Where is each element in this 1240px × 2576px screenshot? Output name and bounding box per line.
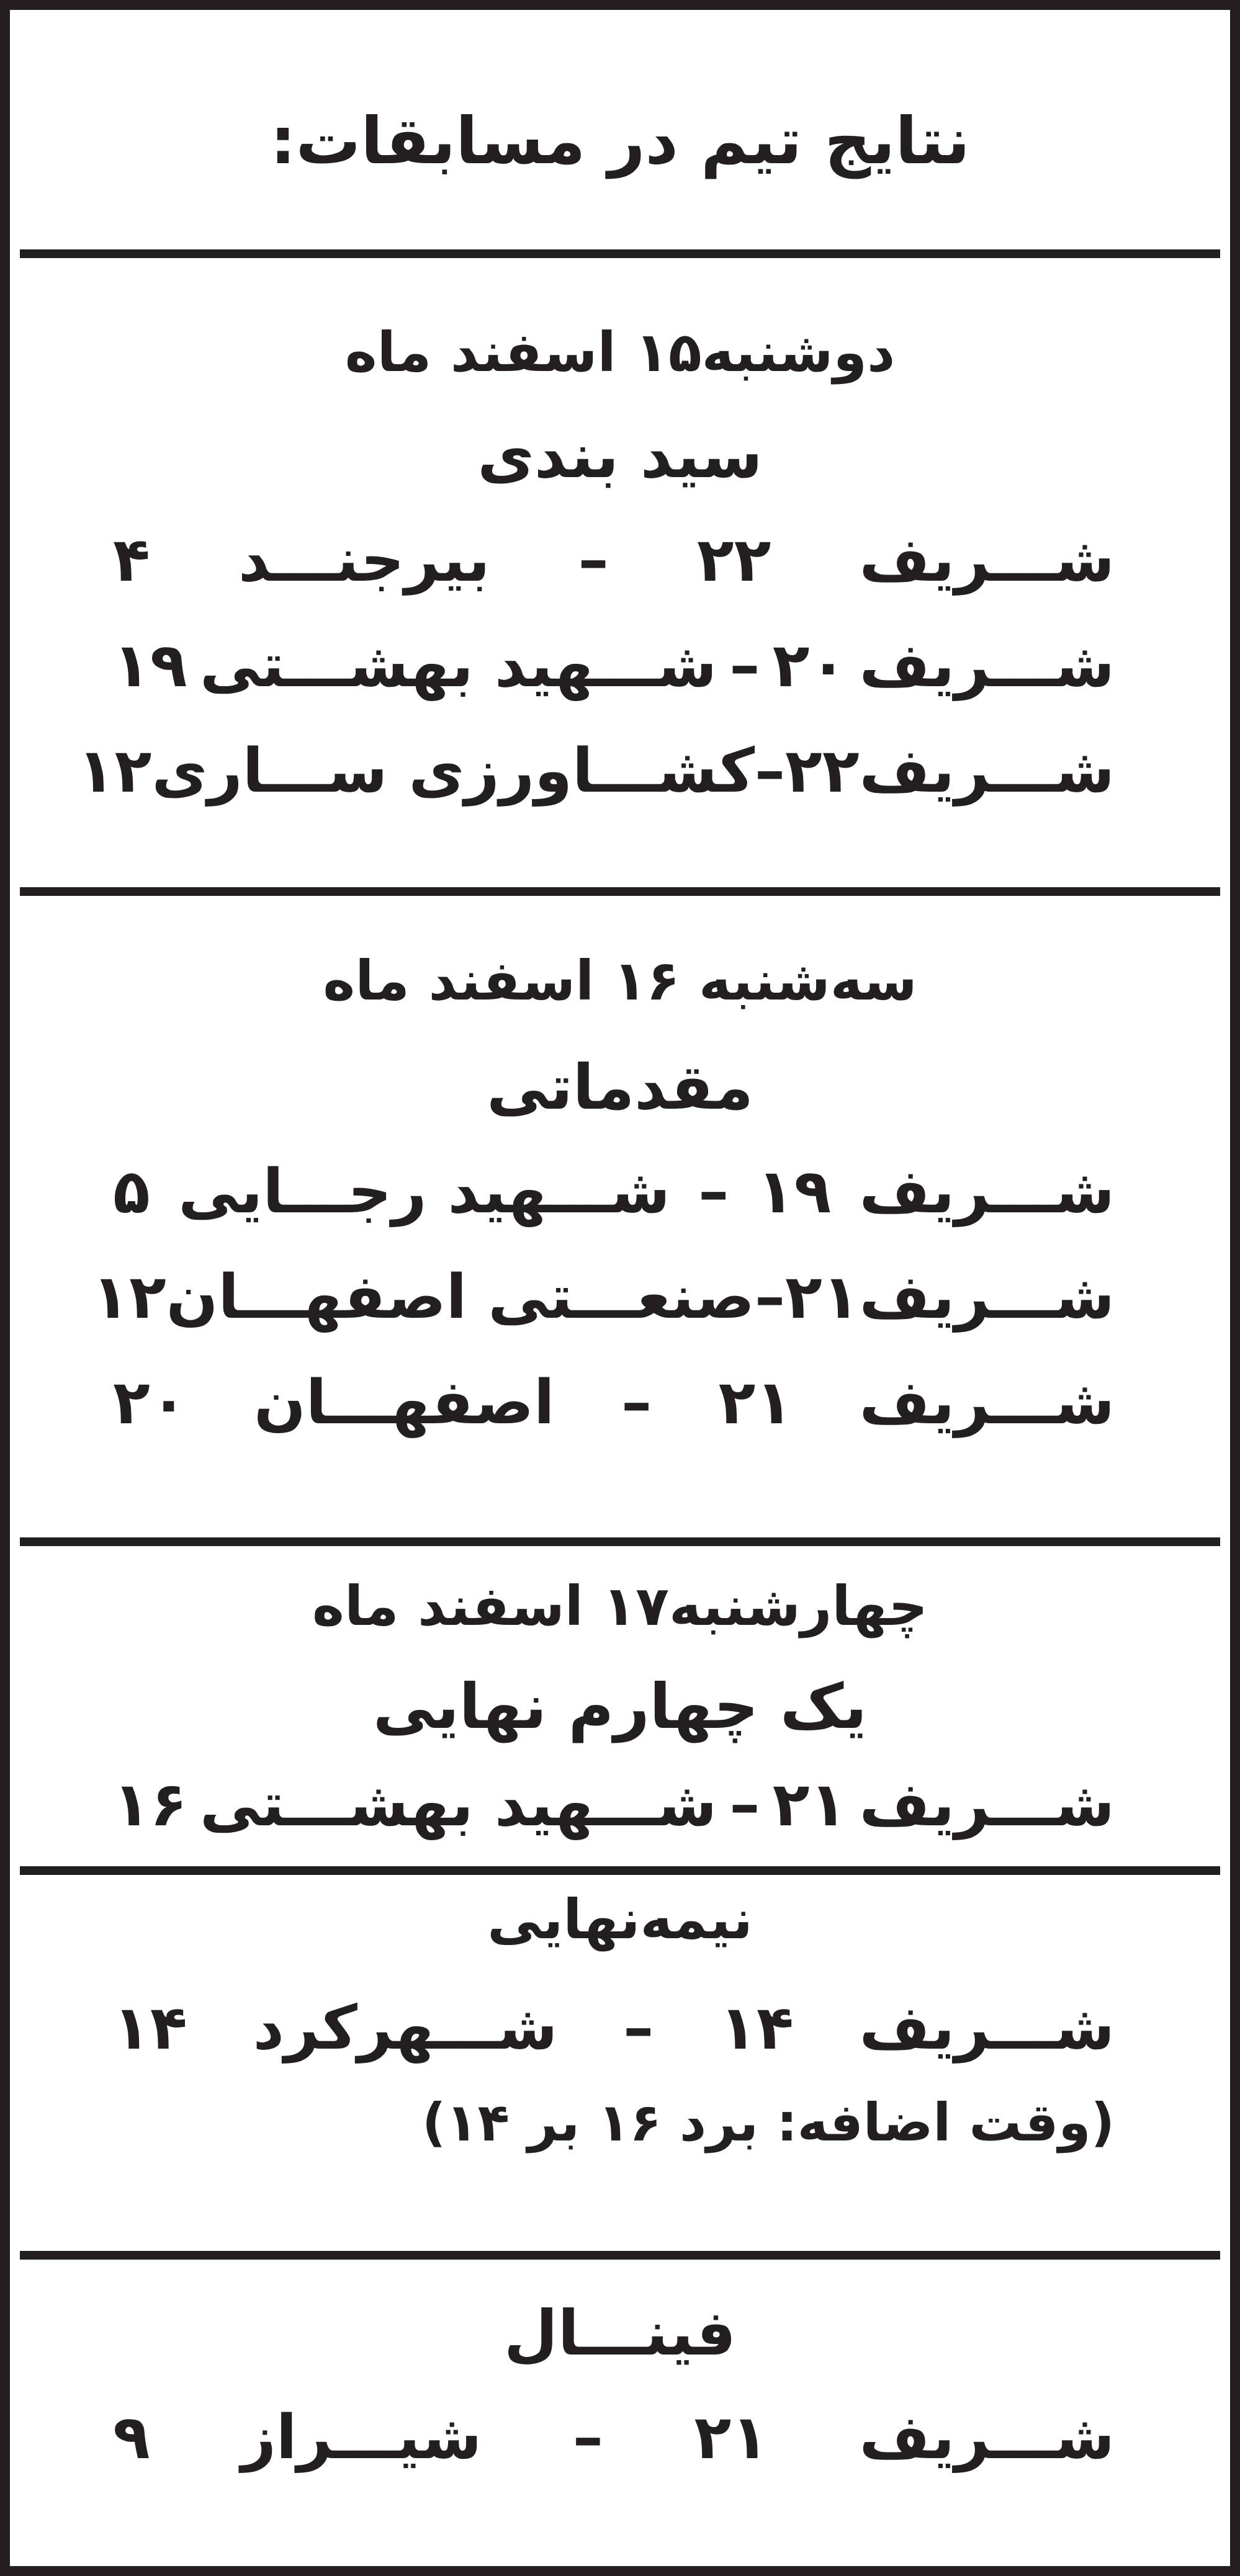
- match-row: [113, 1993, 1115, 2064]
- opponent-name: صنعـــتی اصفهـــان: [166, 1262, 755, 1333]
- opponent-score: ۱۲: [77, 736, 152, 807]
- opponent-score: ۵: [113, 1156, 150, 1227]
- team-score: ۲۱: [785, 1262, 860, 1333]
- day-section-1: [20, 258, 1220, 896]
- round-heading: مقدماتی: [487, 1051, 753, 1124]
- opponent-name: شـــهید بهشـــتی: [199, 630, 717, 701]
- team-name: شـــریف: [859, 1367, 1115, 1438]
- team-score: ۲۱: [694, 2402, 769, 2473]
- opponent-score: ۲۰: [113, 1367, 187, 1438]
- round-heading: فینـــال: [504, 2297, 736, 2369]
- team-name: شـــریف: [859, 1262, 1115, 1333]
- team-score: ۱۹: [757, 1156, 832, 1227]
- team-name: شـــریف: [859, 525, 1115, 596]
- opponent-name: کشـــاورزی ســـاری: [151, 736, 755, 807]
- date-heading: چهارشنبه۱۷ اسفند ماه: [312, 1574, 928, 1638]
- opponent-score: ۹: [113, 2402, 150, 2473]
- team-score: ۲۱: [772, 1769, 847, 1840]
- score-separator: –: [755, 736, 786, 807]
- score-separator: –: [755, 1262, 786, 1333]
- score-separator: –: [698, 1156, 729, 1227]
- score-separator: –: [729, 630, 760, 701]
- team-score: ۱۴: [719, 1993, 794, 2064]
- opponent-score: ۱۶: [113, 1769, 187, 1840]
- team-name: شـــریف: [859, 736, 1115, 807]
- opponent-score: ۱۲: [92, 1262, 166, 1333]
- date-heading: دوشنبه۱۵ اسفند ماه: [344, 320, 896, 384]
- opponent-name: شـــهید رجـــایی: [178, 1156, 670, 1227]
- round-heading: سید بندی: [477, 419, 763, 492]
- opponent-name: شـــهید بهشـــتی: [199, 1769, 717, 1840]
- score-separator: –: [623, 1993, 654, 2064]
- opponent-score: ۱۹: [113, 630, 187, 701]
- score-separator: –: [572, 2402, 603, 2473]
- team-name: شـــریف: [859, 1993, 1115, 2064]
- score-separator: –: [578, 525, 609, 596]
- match-row: [113, 630, 1115, 701]
- opponent-name: بیرجنـــد: [238, 525, 490, 596]
- opponent-name: اصفهـــان: [254, 1367, 555, 1438]
- day-section-3: [20, 1546, 1220, 1875]
- opponent-score: ۴: [113, 525, 150, 596]
- match-row: [113, 525, 1115, 596]
- team-name: شـــریف: [859, 630, 1115, 701]
- team-score: ۲۲: [696, 525, 771, 596]
- match-row: [113, 1769, 1115, 1840]
- round-heading: یک چهارم نهایی: [373, 1670, 867, 1743]
- round-heading: نیمه‌نهایی: [487, 1887, 753, 1951]
- match-row: [92, 1262, 1115, 1333]
- overtime-note: (وقت اضافه: برد ۱۶ بر ۱۴): [422, 2092, 1115, 2153]
- team-score: ۲۱: [718, 1367, 793, 1438]
- day-section-2: [20, 896, 1220, 1546]
- team-score: ۲۰: [772, 630, 847, 701]
- team-name: شـــریف: [859, 1769, 1115, 1840]
- opponent-name: شیـــراز: [241, 2402, 482, 2473]
- team-name: شـــریف: [859, 1156, 1115, 1227]
- opponent-name: شـــهرکرد: [253, 1993, 558, 2064]
- match-row: [113, 1367, 1115, 1438]
- opponent-score: ۱۴: [113, 1993, 187, 2064]
- match-row: [113, 1156, 1115, 1227]
- final-section: [20, 2260, 1220, 2576]
- score-separator: –: [729, 1769, 760, 1840]
- match-row: [77, 736, 1115, 807]
- date-heading: سه‌شنبه ۱۶ اسفند ماه: [323, 949, 917, 1013]
- match-row: [113, 2402, 1115, 2473]
- team-name: شـــریف: [859, 2402, 1115, 2473]
- semifinal-section: [20, 1875, 1220, 2260]
- score-separator: –: [621, 1367, 652, 1438]
- title-section: [20, 10, 1220, 258]
- team-score: ۲۲: [785, 736, 860, 807]
- page-title: نتایج تیم در مسابقات:: [270, 103, 970, 179]
